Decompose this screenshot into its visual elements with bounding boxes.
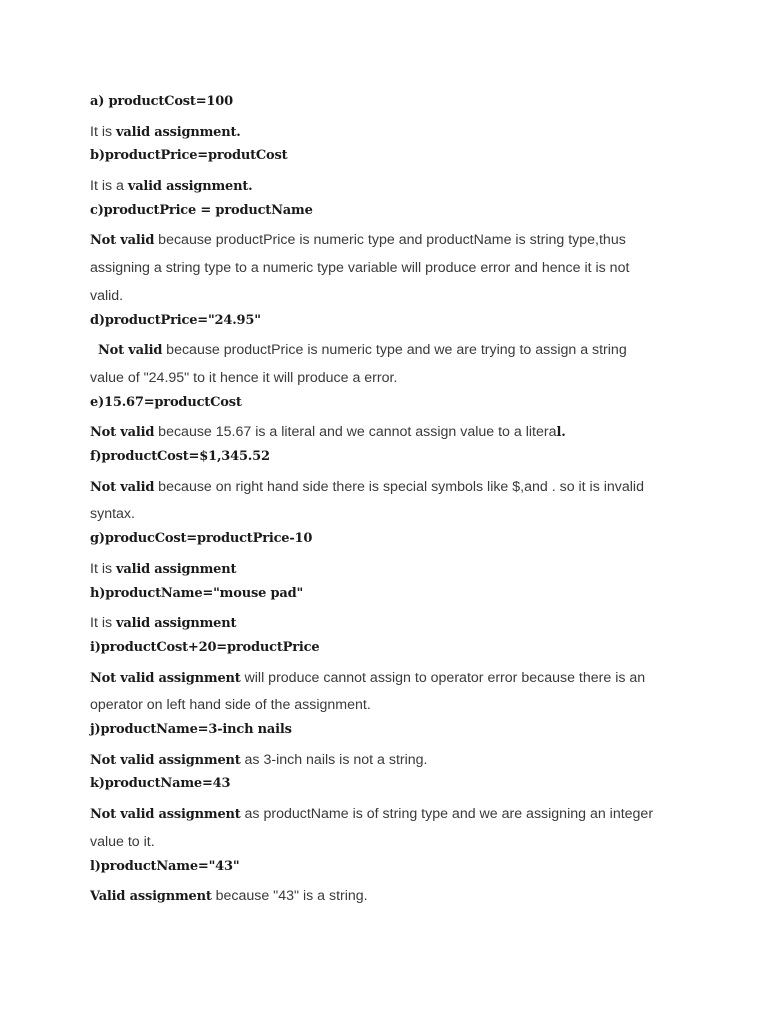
answer-line (90, 610, 690, 638)
answer-text: as productName is of string type and we are assigning an integer (240, 806, 654, 823)
document-body (90, 92, 690, 911)
answer-line (90, 255, 690, 283)
answer-text: operator on left hand side of the assignment. (90, 697, 371, 714)
answer-text: It is (90, 123, 117, 140)
verdict-text: valid assignment (116, 561, 237, 577)
question-line: g)producCost=productPrice-10 (90, 531, 313, 547)
answer-text: value to it. (90, 833, 155, 850)
answer-text: It is (90, 615, 117, 632)
answer-text: syntax. (90, 506, 135, 523)
answer-line (90, 337, 690, 365)
verdict-text: Valid assignment (90, 889, 212, 905)
answer-line (90, 119, 690, 147)
verdict-text: Not valid (90, 233, 155, 249)
question-line: e)15.67=productCost (90, 394, 242, 410)
answer-line (90, 283, 690, 311)
answer-line (90, 883, 690, 911)
answer-line (90, 365, 690, 393)
verdict-text: Not valid (90, 425, 155, 441)
question-line: d)productPrice="24.95" (90, 312, 261, 328)
question-line: f)productCost=$1,345.52 (90, 449, 270, 465)
answer-line (90, 665, 690, 693)
answer-text: It is (90, 560, 117, 577)
answer-text: as 3-inch nails is not a string. (240, 751, 428, 768)
answer-text: because on right hand side there is special symbols like $,and . so it is invalid (154, 478, 644, 495)
question-line: h)productName="mouse pad" (90, 585, 304, 601)
answer-line (90, 227, 690, 255)
question-line: l)productName="43" (90, 858, 240, 874)
question-line: b)productPrice=produtCost (90, 148, 288, 164)
answer-text: because productPrice is numeric type and productName is string type,thus (154, 232, 626, 249)
answer-line (90, 747, 690, 775)
answer-line (90, 556, 690, 584)
answer-text: valid. (90, 287, 124, 304)
answer-tail: l. (556, 425, 566, 441)
answer-text: value of "24.95" to it hence it will produce a error. (90, 369, 398, 386)
verdict-text: Not valid assignment (90, 752, 241, 768)
answer-line (90, 692, 690, 720)
answer-text: It is a (90, 178, 128, 195)
verdict-text: Not valid (98, 343, 163, 359)
answer-text: will produce cannot assign to operator error because there is an (240, 669, 646, 686)
question-line: i)productCost+20=productPrice (90, 639, 320, 655)
answer-line (90, 829, 690, 857)
verdict-text: valid assignment. (116, 124, 241, 140)
answer-text: because productPrice is numeric type and we are trying to assign a string (162, 342, 627, 359)
verdict-text: Not valid assignment (90, 670, 241, 686)
question-line: j)productName=3-inch nails (90, 722, 292, 738)
verdict-text: Not valid assignment (90, 807, 241, 823)
verdict-text: valid assignment (116, 616, 237, 632)
answer-text: because 15.67 is a literal and we cannot assign value to a litera (154, 424, 557, 441)
answer-line (90, 501, 690, 529)
answer-text: assigning a string type to a numeric type variable will produce error and hence it is not (90, 260, 630, 277)
question-line: a) productCost=100 (90, 94, 233, 109)
question-line: k)productName=43 (90, 776, 231, 792)
verdict-text: Not valid (90, 479, 155, 495)
answer-line (90, 419, 690, 447)
answer-text: because "43" is a string. (211, 888, 368, 905)
answer-line (90, 474, 690, 502)
answer-line (90, 801, 690, 829)
question-line: c)productPrice = productName (90, 202, 313, 218)
answer-line (90, 173, 690, 201)
verdict-text: valid assignment. (127, 179, 253, 195)
